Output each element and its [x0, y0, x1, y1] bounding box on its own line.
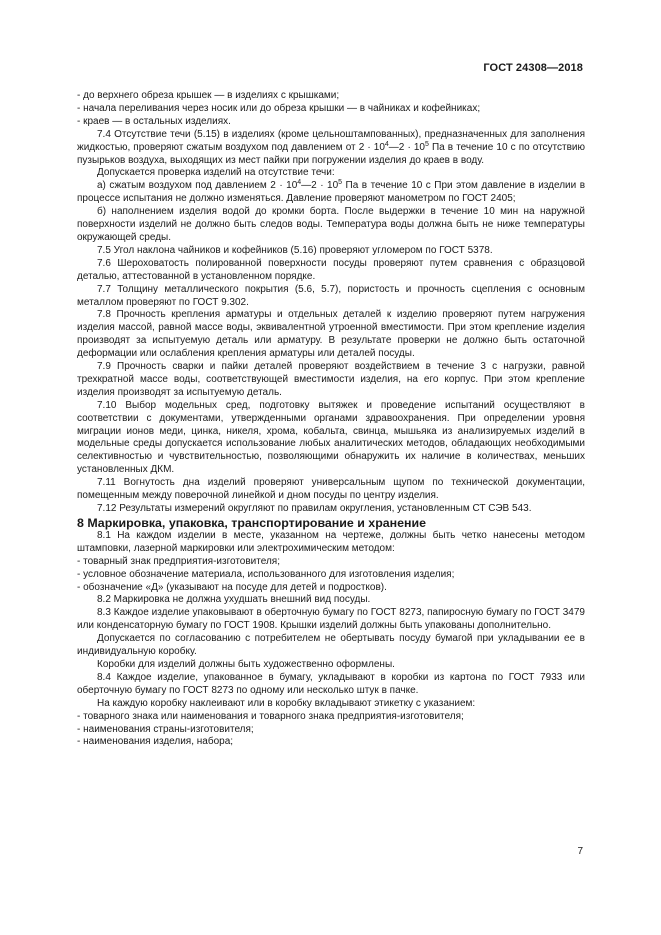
- paragraph-8-3-boxes: Коробки для изделий должны быть художественно оформлены.: [97, 658, 395, 670]
- list-item: - краев — в остальных изделиях.: [77, 115, 231, 127]
- paragraph-8-1: 8.1 На каждом изделии в месте, указанном на чертеже, должны быть четко нанесены методом штамповки, лазерной маркировки или электрохимическим методом:: [77, 529, 585, 554]
- paragraph-7-4-text: Па в течение 10 с по отсутствию пузырьков воздуха, выходящих из мест пайки при погружении изделия до краев в воду.: [77, 141, 586, 166]
- fill-level-list: [77, 90, 585, 129]
- paragraph-7-4-text: 7.4 Отсутствие течи (5.15) в изделиях (кроме цельноштампованных), предназначенных для заполнения жидкостью, проверяют сжатым воздухом под давлением от 2 · 10: [77, 128, 585, 153]
- paragraph-8-2: 8.2 Маркировка не должна ухудшать внешний вид посуды.: [97, 594, 371, 606]
- paragraph-7-7: 7.7 Толщину металлического покрытия (5.6, 5.7), пористость и прочность сцепления с основным металлом проверяют по ГОСТ 9.302.: [77, 283, 585, 308]
- exponent: 5: [424, 140, 429, 148]
- exponent: 4: [384, 140, 389, 148]
- paragraph-7-10: 7.10 Выбор модельных сред, подготовку вытяжек и проведение испытаний осуществляют в соответствии с документами, утвержденными органами здравоохранения. При определении уровня миграции ионов меди, цинка, никеля, хрома, кобальта, свинца, мышьяка из анализируемых изделий в модельные среды допускается использование любых аналитических методов, обладающих необходимыми селективностью и чувствительностью, позволяющими обнаружить их наличие в количествах, меньших установленных ДКМ.: [77, 399, 585, 476]
- exponent: 4: [297, 179, 302, 187]
- paragraph-7-11: 7.11 Вогнутость дна изделий проверяют универсальным щупом по технической документации, помещенным между поверочной линейкой и дном посуды по центру изделия.: [77, 477, 585, 502]
- exponent: 5: [338, 179, 343, 187]
- paragraph-7-5: 7.5 Угол наклона чайников и кофейников (5.16) проверяют угломером по ГОСТ 5378.: [97, 244, 493, 256]
- section-8-title: 8 Маркировка, упаковка, транспортирование и хранение: [77, 515, 427, 530]
- paragraph-8-4: 8.4 Каждое изделие, упакованное в бумагу, укладывают в коробки из картона по ГОСТ 7933 или оберточную бумагу по ГОСТ 8273 по одному или несколько штук в пачке.: [77, 671, 585, 696]
- list-item: - условное обозначение материала, использованного для изготовления изделия;: [77, 568, 455, 580]
- paragraph-7-4: [77, 129, 585, 168]
- marking-list: [77, 556, 585, 595]
- list-item: - наименования изделия, набора;: [77, 736, 234, 748]
- paragraph-7-4-a-text: а) сжатым воздухом под давлением 2 · 10: [97, 180, 298, 192]
- page-number: 7: [577, 846, 583, 857]
- list-item: - товарный знак предприятия-изготовителя;: [77, 555, 280, 567]
- paragraph-7-4-text: —2 · 10: [388, 141, 425, 153]
- paragraph-7-8: 7.8 Прочность крепления арматуры и отдельных деталей к изделию проверяют путем нагружения изделия массой, равной массе воды, эквивалентной утроенной вместимости. При этом крепление изделия производят за испытуемую деталь или арматуру. В результате проверки не должно быть остаточной деформации или ослабления крепления арматуры или деталей посуды.: [77, 309, 585, 360]
- paragraph-7-12: 7.12 Результаты измерений округляют по правилам округления, установленным СТ СЭВ 543.: [97, 503, 532, 514]
- paragraph-7-9: 7.9 Прочность сварки и пайки деталей проверяют воздействием в течение 3 с нагрузки, равной трехкратной массе воды, соответствующей вместимости изделия, на его корпус. При этом крепление изделия производят за испытуемую деталь.: [77, 361, 585, 398]
- paragraph-7-4-allowed: Допускается проверка изделий на отсутствие течи:: [97, 167, 335, 179]
- paragraph-8-3-allowed: Допускается по согласованию с потребителем не обертывать посуду бумагой при укладывании ее в индивидуальную коробку.: [77, 633, 585, 658]
- paragraph-7-4-a-text: —2 · 10: [301, 180, 339, 192]
- paragraph-7-4-a-text: Па в течение 10 с При этом давление в изделии в процессе испытания не должно изменяться. Давление проверяют манометром по ГОСТ 2405;: [77, 180, 586, 205]
- paragraph-8-3: 8.3 Каждое изделие упаковывают в оберточную бумагу по ГОСТ 8273, папиросную бумагу по ГОСТ 3479 или конденсаторную бумагу по ГОСТ 1908. Крышки изделий должны быть упакованы дополнительно.: [77, 607, 585, 632]
- document-body: [77, 90, 585, 749]
- list-item: - товарного знака или наименования и товарного знака предприятия-изготовителя;: [77, 710, 464, 722]
- document-header: ГОСТ 24308—2018: [483, 62, 583, 74]
- label-list: [77, 711, 585, 750]
- paragraph-7-4-a: [77, 180, 585, 206]
- paragraph-8-4-label: На каждую коробку наклеивают или в коробку вкладывают этикетку с указанием:: [97, 697, 476, 709]
- list-item: - обозначение «Д» (указывают на посуде для детей и подростков).: [77, 581, 387, 593]
- list-item: - до верхнего обреза крышек — в изделиях с крышками;: [77, 90, 340, 101]
- paragraph-7-6: 7.6 Шероховатость полированной поверхности посуды проверяют путем сравнения с образцовой деталью, аттестованной в установленном порядке.: [77, 257, 585, 282]
- list-item: - наименования страны-изготовителя;: [77, 723, 254, 735]
- list-item: - начала переливания через носик или до обреза крышки — в чайниках и кофейниках;: [77, 102, 481, 114]
- paragraph-7-4-b: б) наполнением изделия водой до кромки борта. После выдержки в течение 10 мин на наружной поверхности изделий не должно быть следов воды. Температура воды должна быть не ниже температуры окружающей среды.: [77, 206, 585, 243]
